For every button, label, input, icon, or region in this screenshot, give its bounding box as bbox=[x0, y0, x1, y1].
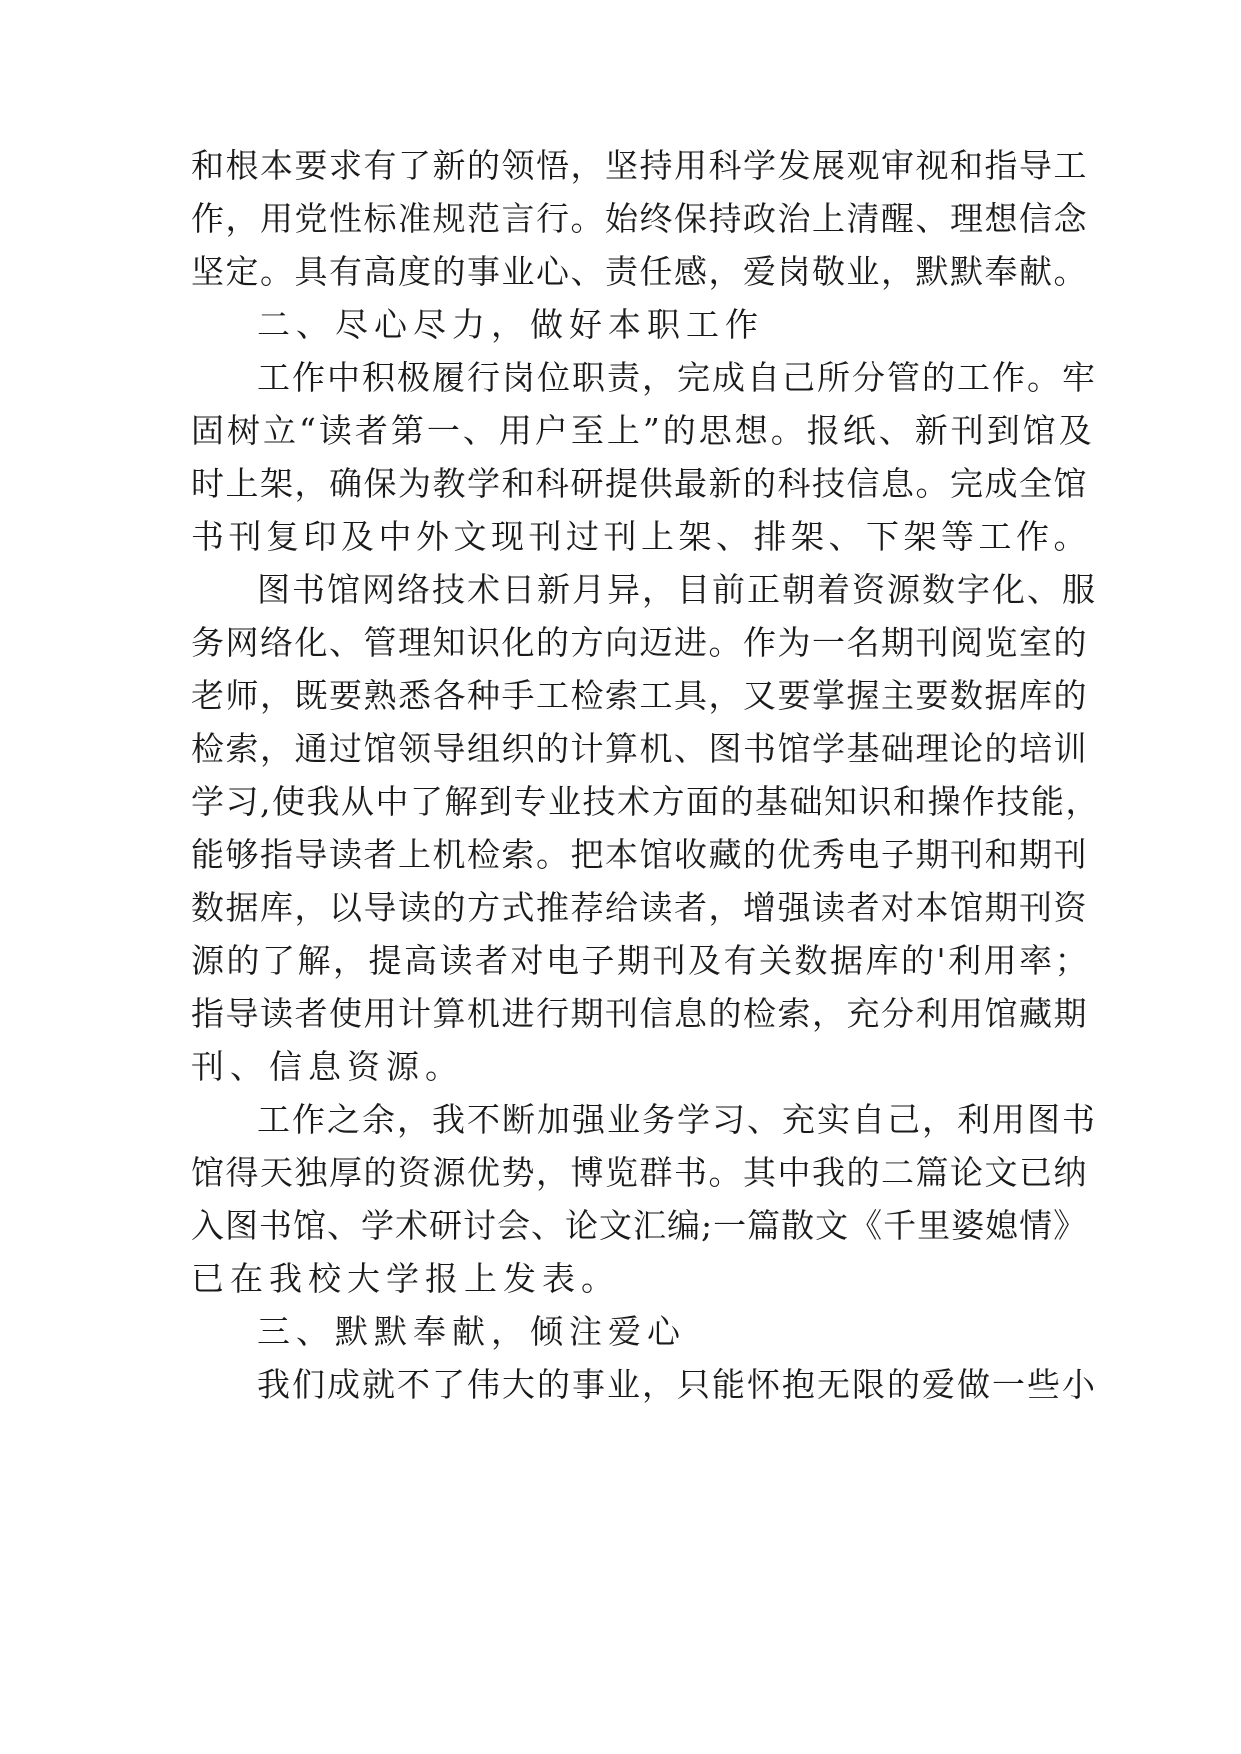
text-line: 工作之余，我不断加强业务学习、充实自己，利用图书 bbox=[257, 1100, 1097, 1139]
text-line: 能够指导读者上机检索。把本馆收藏的优秀电子期刊和期刊 bbox=[191, 835, 1088, 874]
text-line: 老师，既要熟悉各种手工检索工具，又要掌握主要数据库的 bbox=[191, 676, 1088, 715]
text-line: 和根本要求有了新的领悟，坚持用科学发展观审视和指导工 bbox=[191, 146, 1088, 185]
text-line: 指导读者使用计算机进行期刊信息的检索，充分利用馆藏期 bbox=[191, 994, 1088, 1033]
text-line: 源的了解，提高读者对电子期刊及有关数据库的'利用率； bbox=[191, 941, 1091, 980]
section-heading: 二、尽心尽力，做好本职工作 bbox=[257, 305, 764, 344]
text-line: 工作中积极履行岗位职责，完成自己所分管的工作。牢 bbox=[257, 358, 1097, 397]
text-line: 书刊复印及中外文现刊过刊上架、排架、下架等工作。 bbox=[191, 517, 1091, 556]
text-line: 入图书馆、学术研讨会、论文汇编;一篇散文《千里婆媳情》 bbox=[191, 1206, 1088, 1245]
text-line: 馆得天独厚的资源优势，博览群书。其中我的二篇论文已纳 bbox=[191, 1153, 1088, 1192]
text-line: 固树立“读者第一、用户至上”的思想。报纸、新刊到馆及 bbox=[191, 411, 1095, 450]
text-line: 已在我校大学报上发表。 bbox=[191, 1259, 620, 1298]
text-line: 学习,使我从中了解到专业技术方面的基础知识和操作技能， bbox=[191, 782, 1100, 821]
text-line: 时上架，确保为教学和科研提供最新的科技信息。完成全馆 bbox=[191, 464, 1088, 503]
text-line: 检索，通过馆领导组织的计算机、图书馆学基础理论的培训 bbox=[191, 729, 1088, 768]
text-line: 图书馆网络技术日新月异，目前正朝着资源数字化、服 bbox=[257, 570, 1097, 609]
text-line: 我们成就不了伟大的事业，只能怀抱无限的爱做一些小 bbox=[257, 1365, 1097, 1404]
text-line: 务网络化、管理知识化的方向迈进。作为一名期刊阅览室的 bbox=[191, 623, 1088, 662]
text-line: 数据库，以导读的方式推荐给读者，增强读者对本馆期刊资 bbox=[191, 888, 1088, 927]
text-line: 作，用党性标准规范言行。始终保持政治上清醒、理想信念 bbox=[191, 199, 1088, 238]
text-line: 坚定。具有高度的事业心、责任感，爱岗敬业，默默奉献。 bbox=[191, 252, 1088, 291]
section-heading: 三、默默奉献，倾注爱心 bbox=[257, 1312, 686, 1351]
text-line: 刊、信息资源。 bbox=[191, 1047, 464, 1086]
